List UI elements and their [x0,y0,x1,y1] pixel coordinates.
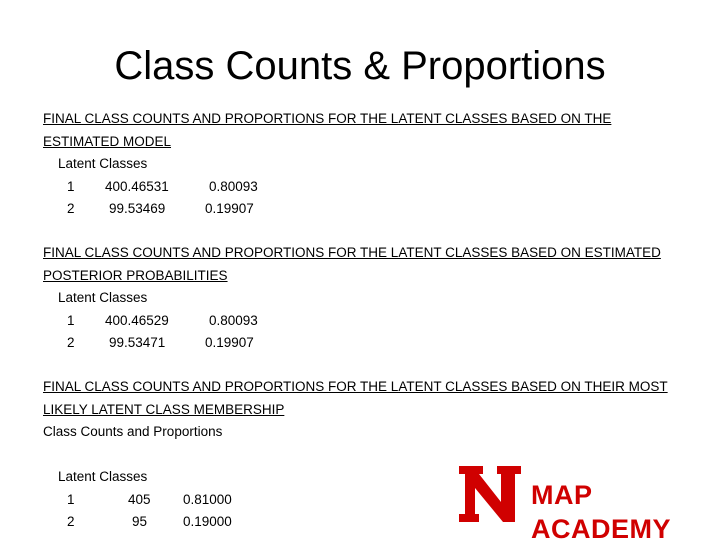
class-count: 400.46531 [105,178,169,194]
class-proportion: 0.19907 [205,201,254,216]
table-label: Latent Classes [58,156,148,171]
class-proportion: 0.80093 [209,178,258,194]
section-heading: FINAL CLASS COUNTS AND PROPORTIONS FOR THE LATENT CLASSES BASED ON THEIR MOST LIKELY LATENT CLASS MEMBERSHIP [43,379,668,417]
class-count: 95 [132,514,148,529]
section-posterior-probabilities [43,242,673,355]
table-label: Latent Classes [58,469,148,484]
section-estimated-model [43,108,673,221]
class-number: 1 [67,312,75,328]
section-sublabel: Class Counts and Proportions [43,424,223,439]
class-number: 2 [67,335,75,350]
table-label: Latent Classes [58,290,148,305]
class-number: 1 [67,178,75,194]
table-row [43,332,673,355]
class-count: 99.53469 [109,201,166,216]
class-count: 400.46529 [105,312,169,328]
class-count: 405 [128,491,151,507]
class-number: 2 [67,514,75,529]
table-row [43,198,673,221]
section-heading: FINAL CLASS COUNTS AND PROPORTIONS FOR THE LATENT CLASSES BASED ON THE ESTIMATED MODEL [43,111,612,149]
class-number: 1 [67,491,75,507]
nebraska-n-logo [457,462,527,526]
section-heading: FINAL CLASS COUNTS AND PROPORTIONS FOR THE LATENT CLASSES BASED ON ESTIMATED POSTERIOR PROBABILITIES [43,245,661,283]
page-title: Class Counts & Proportions [114,44,606,88]
class-count: 99.53471 [109,335,166,350]
class-proportion: 0.80093 [209,312,258,328]
class-number: 2 [67,201,75,216]
logo-text: MAP ACADEMY [531,480,672,544]
table-row [43,310,673,333]
class-proportion: 0.81000 [183,491,232,507]
class-proportion: 0.19000 [183,514,232,529]
class-proportion: 0.19907 [205,335,254,350]
table-row [43,176,673,199]
